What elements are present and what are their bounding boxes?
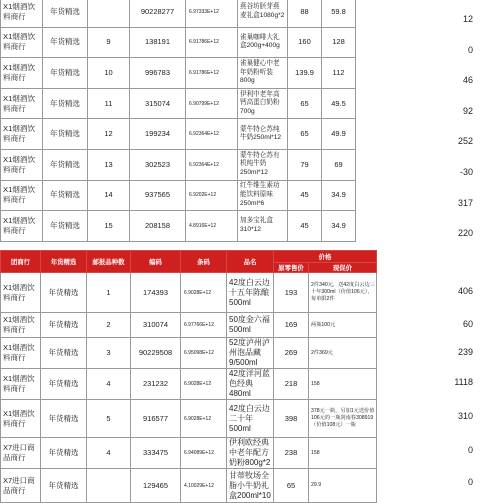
seq-cell: 4	[87, 438, 131, 469]
orig-price-cell: 169	[274, 313, 309, 338]
spec-cell: 79	[288, 149, 322, 180]
header-promo-price: 现促价	[309, 263, 377, 273]
category-cell: 年货精选	[43, 88, 88, 119]
header-price-group: 价格	[274, 251, 377, 263]
table-row	[1, 438, 377, 469]
table-row	[1, 149, 356, 180]
orig-price-cell: 398	[274, 400, 309, 438]
price-cell: 34.9	[322, 180, 356, 211]
company-cell: X1烟酒饮料商行	[1, 180, 43, 211]
category-cell: 年货精选	[43, 27, 88, 58]
barcode-cell: 6.92364E+12	[186, 119, 238, 150]
side-value: 406	[457, 286, 473, 296]
barcode-cell: 6.9202E+12	[186, 180, 238, 211]
product-name-cell: 甘蒂牧场全脂小牛奶礼盒200ml*10	[227, 469, 274, 503]
orig-price-cell: 238	[274, 438, 309, 469]
seq-cell: 4	[87, 369, 131, 400]
table-row	[1, 88, 356, 119]
header-company: 团商行	[1, 251, 41, 273]
spec-cell: 45	[288, 211, 322, 242]
promo-price-cell: 2件369元	[309, 338, 377, 369]
product-name-cell: 加多宝礼盒310*12	[238, 211, 288, 242]
product-name-cell: 42度洋河蓝色经典480ml	[227, 369, 274, 400]
category-cell: 年货精选	[43, 58, 88, 89]
barcode-cell: 6.91786E+12	[186, 58, 238, 89]
side-value: 0	[467, 44, 473, 55]
product-name-cell: 燕谷坊胚芽燕麦礼盒1080g*2	[238, 0, 288, 27]
company-cell: X7进口商品商行	[1, 469, 41, 503]
price-cell: 49.5	[322, 88, 356, 119]
company-cell: X1烟酒饮料商行	[1, 149, 43, 180]
barcode-cell: 6.91786E+12	[186, 27, 238, 58]
code-cell: 138191	[130, 27, 186, 58]
seq-cell: 2	[87, 313, 131, 338]
product-name-cell: 红牛维生素功能饮料原味250ml*6	[238, 180, 288, 211]
company-cell: X1烟酒饮料商行	[1, 119, 43, 150]
company-cell: X1烟酒饮料商行	[1, 58, 43, 89]
table-row	[1, 273, 377, 313]
promo-price-cell: 378元一瓶，另加1元送价值106元的一瓶剑南春308919（价值108元）一瓶	[309, 400, 377, 438]
seq-cell	[88, 0, 130, 27]
seq-cell: 11	[88, 88, 130, 119]
side-value: 252	[457, 136, 473, 147]
code-cell: 916577	[131, 400, 181, 438]
table-row	[1, 0, 356, 27]
table-row	[1, 27, 356, 58]
side-value: 317	[457, 197, 473, 208]
spec-cell: 65	[288, 119, 322, 150]
spec-cell: 45	[288, 180, 322, 211]
header-orig-price: 原零售价	[274, 263, 309, 273]
side-value: 239	[457, 346, 473, 357]
side-value: 310	[457, 411, 473, 421]
orig-price-cell: 193	[274, 273, 309, 313]
category-cell: 年货精选	[43, 211, 88, 242]
side-value: 1118	[454, 377, 473, 387]
company-cell: X1烟酒饮料商行	[1, 211, 43, 242]
promo-price-cell: 158	[309, 369, 377, 400]
orig-price-cell: 218	[274, 369, 309, 400]
product-name-cell: 42度白云边二十年500ml	[227, 400, 274, 438]
category-cell: 年货精选	[41, 469, 87, 503]
product-name-cell: 雀巢健心中老年奶粉听装800g	[238, 58, 288, 89]
company-cell: X1烟酒饮料商行	[1, 369, 41, 400]
code-cell: 937565	[130, 180, 186, 211]
side-value: 46	[462, 75, 473, 86]
table-row	[1, 313, 377, 338]
price-cell: 59.8	[322, 0, 356, 27]
category-cell: 年货精选	[41, 400, 87, 438]
category-cell: 年货精选	[41, 369, 87, 400]
category-cell: 年货精选	[41, 273, 87, 313]
header-seq: 邮报品种数	[87, 251, 131, 273]
barcode-cell: 4.10029E+12	[181, 469, 227, 503]
company-cell: X1烟酒饮料商行	[1, 400, 41, 438]
price-cell: 69	[322, 149, 356, 180]
code-cell: 90229508	[131, 338, 181, 369]
seq-cell: 9	[88, 27, 130, 58]
price-cell: 49.9	[322, 119, 356, 150]
code-cell: 129465	[131, 469, 181, 503]
barcode-cell: 6.90799E+12	[186, 88, 238, 119]
spec-cell: 139.9	[288, 58, 322, 89]
code-cell: 208158	[130, 211, 186, 242]
spec-cell: 65	[288, 88, 322, 119]
company-cell: X1烟酒饮料商行	[1, 0, 43, 27]
top-product-table	[0, 0, 356, 242]
category-cell: 年货精选	[43, 180, 88, 211]
spec-cell: 88	[288, 0, 322, 27]
code-cell: 310074	[131, 313, 181, 338]
seq-cell: 10	[88, 58, 130, 89]
code-cell: 199234	[130, 119, 186, 150]
company-cell: X1烟酒饮料商行	[1, 273, 41, 313]
header-name: 品名	[227, 251, 274, 273]
price-cell: 128	[322, 27, 356, 58]
company-cell: X1烟酒饮料商行	[1, 338, 41, 369]
seq-cell: 13	[88, 149, 130, 180]
side-value: 60	[462, 318, 473, 329]
barcode-cell: 6.9028E+12	[181, 273, 227, 313]
seq-cell: 1	[87, 273, 131, 313]
product-name-cell: 52度泸州泸州泡品藏9/500ml	[227, 338, 274, 369]
category-cell: 年货精选	[41, 313, 87, 338]
company-cell: X1烟酒饮料商行	[1, 27, 43, 58]
barcode-cell: 6.92364E+12	[186, 149, 238, 180]
code-cell: 231232	[131, 369, 181, 400]
product-name-cell: 50度金六福500ml	[227, 313, 274, 338]
table-row	[1, 369, 377, 400]
barcode-cell: 6.94089E+12	[181, 438, 227, 469]
table-row	[1, 400, 377, 438]
table-row	[1, 58, 356, 89]
seq-cell: 3	[87, 338, 131, 369]
code-cell: 996783	[130, 58, 186, 89]
code-cell: 302523	[130, 149, 186, 180]
bottom-spreadsheet	[0, 250, 480, 500]
spec-cell: 160	[288, 27, 322, 58]
orig-price-cell: 65	[274, 469, 309, 503]
header-category: 年货精选	[41, 251, 87, 273]
promo-price-cell: 158	[309, 438, 377, 469]
table-row	[1, 211, 356, 242]
product-name-cell: 42度白云边十五年陈酿500ml	[227, 273, 274, 313]
product-name-cell: 蒙牛特仑苏有机纯牛奶250ml*12	[238, 149, 288, 180]
price-cell: 34.9	[322, 211, 356, 242]
table-row	[1, 119, 356, 150]
company-cell: X7进口商品商行	[1, 438, 41, 469]
company-cell: X1烟酒饮料商行	[1, 88, 43, 119]
promo-price-cell: 两瓶100元	[309, 313, 377, 338]
product-name-cell: 蒙牛特仑苏纯牛奶250ml*12	[238, 119, 288, 150]
table-row	[1, 469, 377, 503]
side-value: 0	[467, 477, 473, 487]
barcode-cell: 6.9028E+12	[181, 400, 227, 438]
table-row	[1, 180, 356, 211]
code-cell: 315074	[130, 88, 186, 119]
header-barcode: 条码	[181, 251, 227, 273]
top-spreadsheet	[0, 0, 480, 237]
seq-cell: 14	[88, 180, 130, 211]
category-cell: 年货精选	[43, 119, 88, 150]
bottom-product-table	[0, 250, 377, 503]
product-name-cell: 伊利中老年高钙高蛋白奶粉700g	[238, 88, 288, 119]
barcode-cell: 6.97766E+12	[181, 313, 227, 338]
promo-price-cell: 29.9	[309, 469, 377, 503]
header-code: 编码	[131, 251, 181, 273]
code-cell: 90228277	[130, 0, 186, 27]
barcode-cell: 6.97333E+12	[186, 0, 238, 27]
code-cell: 174393	[131, 273, 181, 313]
category-cell: 年货精选	[43, 149, 88, 180]
side-value: 12	[462, 14, 473, 24]
price-cell: 112	[322, 58, 356, 89]
seq-cell	[87, 469, 131, 503]
category-cell: 年货精选	[43, 0, 88, 27]
product-name-cell: 伊利欧经典中老年配方奶粉800g*2	[227, 438, 274, 469]
barcode-cell: 6.9028E+12	[181, 369, 227, 400]
orig-price-cell: 269	[274, 338, 309, 369]
seq-cell: 12	[88, 119, 130, 150]
product-name-cell: 雀巢咖啡大礼盒200g+400g	[238, 27, 288, 58]
category-cell: 年货精选	[41, 438, 87, 469]
seq-cell: 5	[87, 400, 131, 438]
seq-cell: 15	[88, 211, 130, 242]
table-row	[1, 338, 377, 369]
promo-price-cell: 2件340元，送42度白云边三十年300ml（价值106元），每单限2件	[309, 273, 377, 313]
barcode-cell: 4.8916E+12	[186, 211, 238, 242]
code-cell: 333475	[131, 438, 181, 469]
side-value: 220	[457, 228, 473, 239]
side-value: 0	[467, 445, 473, 455]
side-value: 92	[462, 105, 473, 116]
company-cell: X1烟酒饮料商行	[1, 313, 41, 338]
category-cell: 年货精选	[41, 338, 87, 369]
barcode-cell: 6.95098E+12	[181, 338, 227, 369]
side-value: -30	[459, 167, 473, 177]
